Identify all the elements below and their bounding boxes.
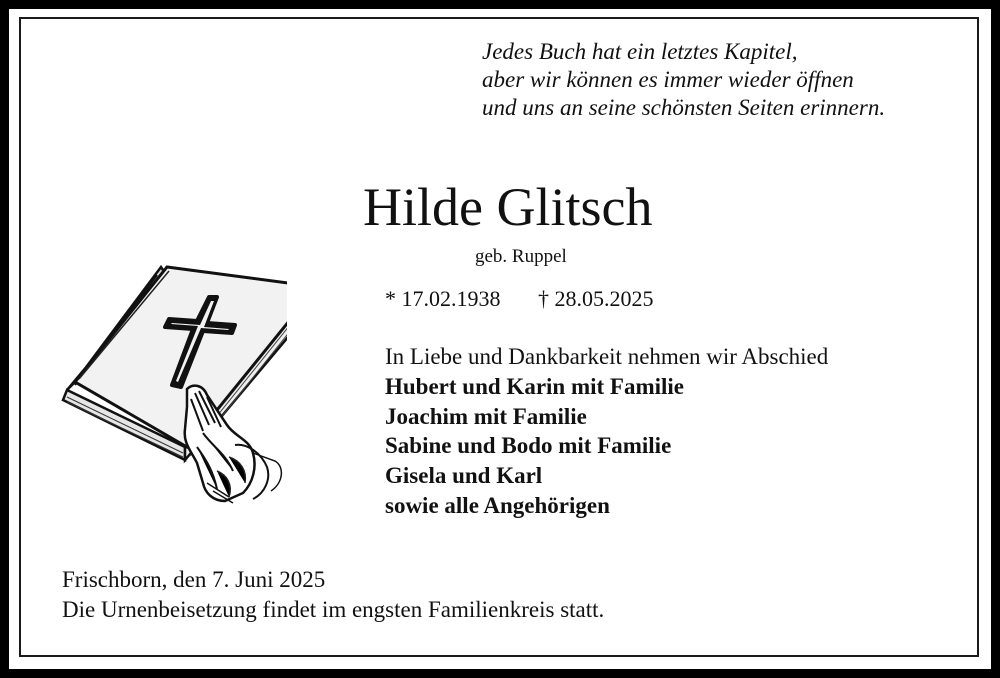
life-dates (385, 285, 654, 313)
mourner-name: Sabine und Bodo mit Familie (385, 433, 672, 459)
maiden-name: geb. Ruppel (475, 246, 567, 267)
mourner-name: sowie alle Angehörigen (385, 492, 610, 518)
notice-footer (62, 565, 604, 625)
deceased-name: Hilde Glitsch (363, 177, 653, 237)
farewell-intro: In Liebe und Dankbarkeit nehmen wir Abschied (385, 344, 829, 369)
place-and-date: Frischborn, den 7. Juni 2025 (62, 567, 326, 592)
mourner-list (385, 372, 828, 521)
obituary-notice (9, 9, 991, 669)
quote-line: Jedes Buch hat ein letztes Kapitel, (482, 39, 798, 64)
birth-date: * 17.02.1938 (385, 286, 501, 311)
burial-note: Die Urnenbeisetzung findet im engsten Familienkreis statt. (62, 597, 605, 622)
quote-line: aber wir können es immer wieder öffnen (482, 67, 854, 92)
bible-with-praying-hands-icon (57, 257, 287, 505)
mourner-name: Hubert und Karin mit Familie (385, 373, 684, 399)
quote-line: und uns an seine schönsten Seiten erinnern. (482, 95, 886, 120)
mourner-name: Gisela und Karl (385, 463, 543, 489)
mourner-name: Joachim mit Familie (385, 403, 587, 429)
memorial-quote (482, 38, 885, 122)
death-date: † 28.05.2025 (538, 286, 654, 311)
mourners-block (385, 342, 828, 521)
